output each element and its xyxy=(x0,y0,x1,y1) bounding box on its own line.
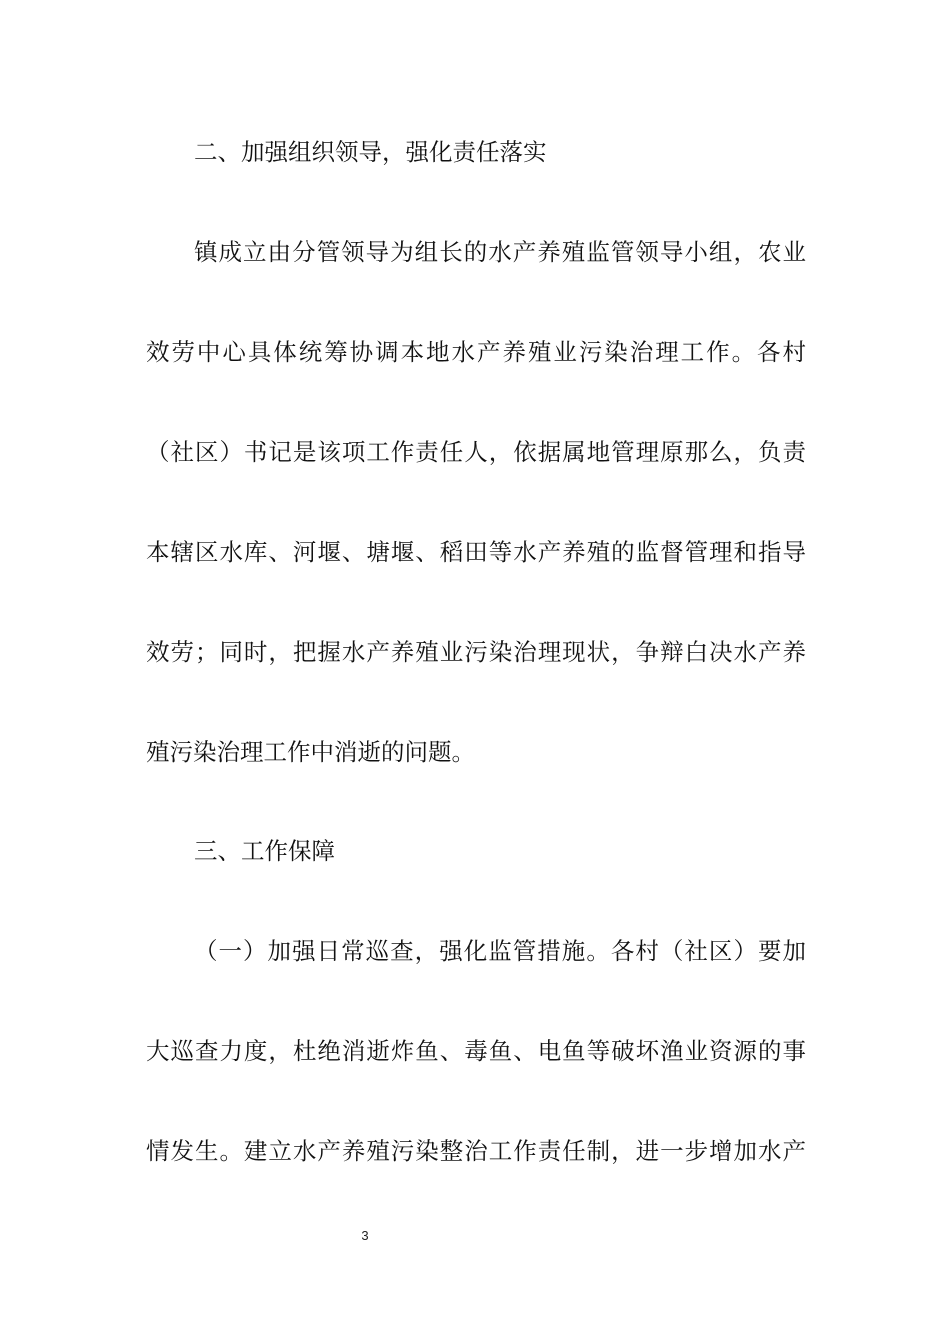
paragraph-line: 镇成立由分管领导为组长的水产养殖监管领导小组，农业 xyxy=(194,238,806,266)
paragraph-line: 效劳中心具体统筹协调本地水产养殖业污染治理工作。各村 xyxy=(146,338,806,366)
paragraph-line: 效劳；同时，把握水产养殖业污染治理现状，争辩白决水产养 xyxy=(146,638,806,666)
paragraph-line: 本辖区水库、河堰、塘堰、稻田等水产养殖的监督管理和指导 xyxy=(146,538,806,566)
page-number: 3 xyxy=(361,1228,369,1243)
paragraph-line: 情发生。建立水产养殖污染整治工作责任制，进一步增加水产 xyxy=(146,1137,806,1165)
paragraph-line: 大巡查力度，杜绝消逝炸鱼、毒鱼、电鱼等破坏渔业资源的事 xyxy=(146,1037,806,1065)
paragraph-line: 殖污染治理工作中消逝的问题。 xyxy=(146,738,475,766)
section-heading-3: 三、工作保障 xyxy=(194,837,335,865)
paragraph-line: （一）加强日常巡查，强化监管措施。各村（社区）要加 xyxy=(194,937,806,965)
section-heading-2: 二、加强组织领导，强化责任落实 xyxy=(194,138,547,166)
paragraph-line: （社区）书记是该项工作责任人，依据属地管理原那么，负责 xyxy=(146,438,806,466)
